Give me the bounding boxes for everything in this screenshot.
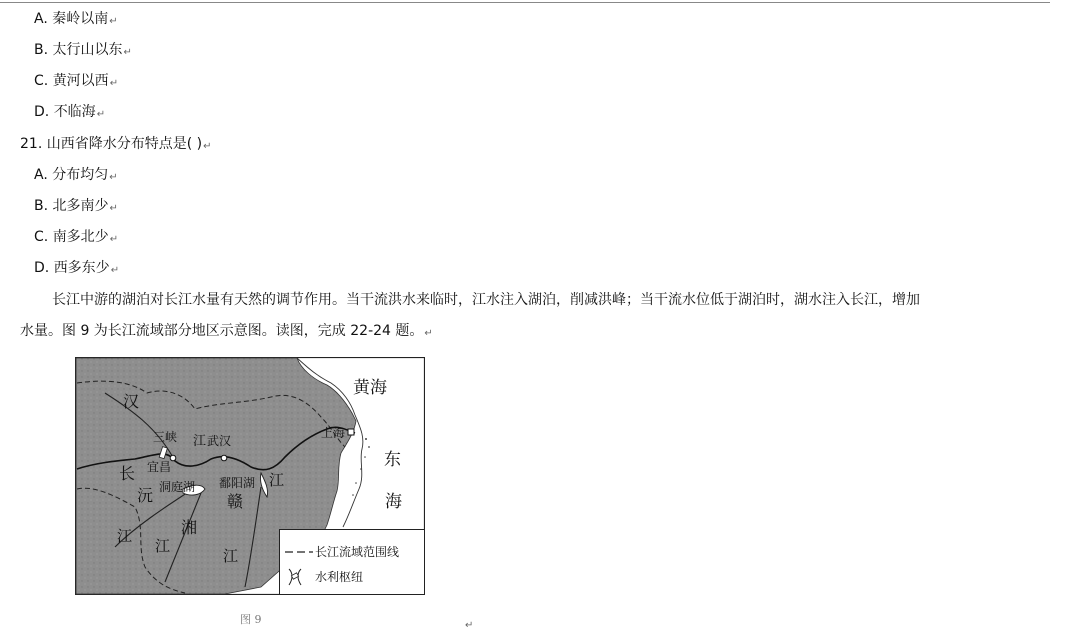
option-b-q21 — [34, 197, 118, 218]
label-yuan: 沅 — [137, 486, 154, 505]
option-text: 分布均匀 — [52, 167, 109, 183]
label-poyanghu: 鄱阳湖 — [219, 476, 256, 490]
paragraph-mark-icon: ↵ — [109, 234, 119, 245]
label-wuhan: 武汉 — [207, 434, 232, 448]
label-yichang: 宜昌 — [147, 460, 172, 474]
legend-hydro-label: 水利枢纽 — [315, 570, 364, 584]
option-text: 太行山以东 — [52, 42, 123, 58]
question-number: 21. — [20, 136, 43, 152]
option-text: 黄河以西 — [52, 73, 109, 89]
label-donghai-dong: 东 — [384, 450, 401, 470]
passage-line-2 — [20, 322, 433, 343]
question-text: 山西省降水分布特点是( ) — [46, 136, 203, 152]
label-shanghai: 上海 — [321, 426, 346, 440]
option-d-q21 — [34, 259, 119, 280]
option-letter: B. — [34, 198, 49, 214]
label-jiang-wuhan: 江 — [193, 434, 207, 449]
paragraph-mark-icon: ↵ — [109, 78, 119, 89]
option-letter: D. — [34, 260, 50, 276]
option-text: 不临海 — [53, 104, 96, 120]
wuhan-dot — [221, 455, 227, 461]
label-jiang-s: 江 — [223, 547, 239, 565]
paragraph-mark-icon: ↵ — [123, 47, 132, 58]
option-text: 北多南少 — [52, 198, 109, 214]
label-jiang-sw1: 江 — [117, 527, 133, 545]
label-han: 汉 — [123, 392, 140, 411]
option-c-q21 — [34, 228, 118, 249]
label-sanxia: 三峡 — [153, 430, 178, 444]
option-d-q20 — [34, 103, 105, 124]
legend-boundary-label: 长江流域范围线 — [315, 545, 400, 559]
yichang-dot — [170, 455, 176, 461]
question-21 — [20, 135, 211, 156]
passage-line-1: 长江中游的湖泊对长江水量有天然的调节作用。当干流洪水来临时，江水注入湖泊，削减洪峰；当干流水位低于湖泊时，湖水注入长江，增加 — [52, 292, 920, 308]
paragraph-mark-icon: ↵ — [424, 328, 433, 339]
option-letter: D. — [34, 104, 50, 120]
paragraph-mark-icon: ↵ — [110, 265, 120, 276]
option-a-q20 — [34, 10, 118, 31]
option-text: 秦岭以南 — [52, 11, 109, 27]
label-jiang-east: 江 — [269, 471, 285, 489]
option-text: 南多北少 — [52, 229, 109, 245]
paragraph-mark-icon: ↵ — [96, 109, 106, 120]
label-chang: 长 — [119, 464, 136, 483]
paragraph-mark-icon: ↵ — [465, 620, 474, 631]
label-gan: 赣 — [227, 492, 244, 511]
passage-line-2-text: 水量。图 9 为长江流域部分地区示意图。读图，完成 22-24 题。 — [20, 323, 424, 339]
paragraph-mark-icon: ↵ — [109, 172, 118, 183]
option-b-q20 — [34, 41, 132, 62]
option-letter: A. — [34, 167, 48, 183]
top-rule — [0, 2, 1050, 3]
option-text: 西多东少 — [53, 260, 110, 276]
label-donghai-hai: 海 — [385, 492, 402, 512]
option-letter: C. — [34, 73, 49, 89]
shanghai-marker — [348, 429, 354, 435]
option-a-q21 — [34, 166, 118, 187]
figure-caption: 图 9 — [240, 613, 262, 626]
option-letter: C. — [34, 229, 49, 245]
label-jiang-sw2: 江 — [155, 537, 171, 555]
option-letter: A. — [34, 11, 48, 27]
label-xiang: 湘 — [181, 518, 198, 537]
option-c-q20 — [34, 72, 118, 93]
yangtze-basin-map — [75, 357, 425, 595]
label-dongtinghu: 洞庭湖 — [159, 480, 196, 494]
paragraph-mark-icon: ↵ — [109, 16, 118, 27]
label-huanghai: 黄海 — [353, 378, 387, 398]
option-letter: B. — [34, 42, 49, 58]
paragraph-mark-icon: ↵ — [109, 203, 118, 214]
paragraph-mark-icon: ↵ — [203, 141, 212, 152]
